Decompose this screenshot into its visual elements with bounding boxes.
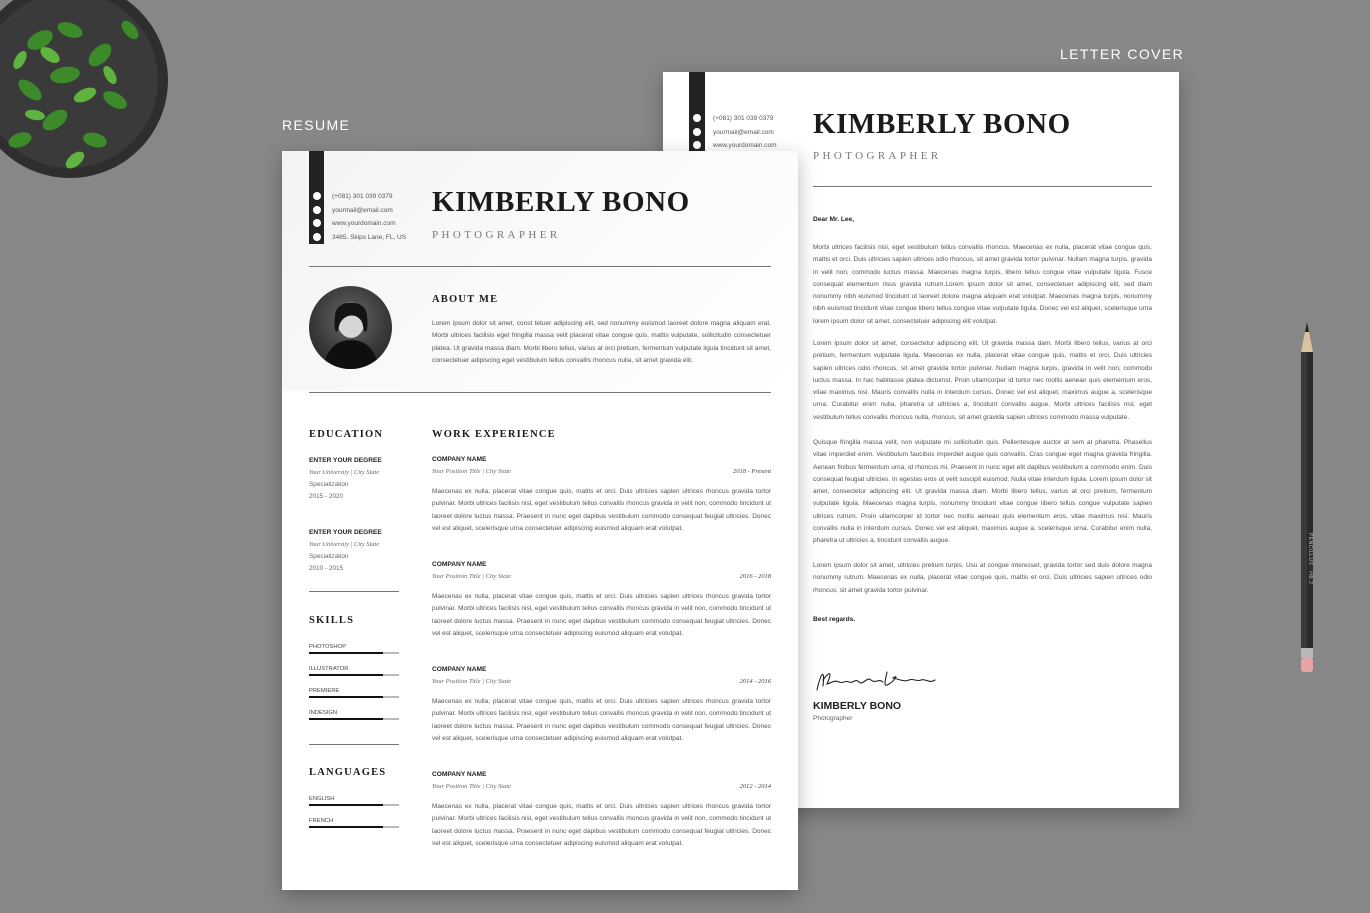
contact-icon-bar <box>689 72 705 152</box>
job-dates: 2016 - 2018 <box>739 573 771 580</box>
email-icon <box>693 128 701 136</box>
globe-icon <box>693 141 701 149</box>
skill-bar <box>309 652 399 654</box>
education-years: 2015 - 2020 <box>309 492 344 500</box>
signature-name: KIMBERLY BONO <box>813 700 902 712</box>
letter-greeting: Dear Mr. Lee, <box>813 216 855 223</box>
divider <box>309 392 771 393</box>
education-school: Your University | City State <box>309 541 380 548</box>
job-description: Maecenas ex nulla, placerat vitae congue quis, mattis et orci. Duis ultricies sapien ultrices rhoncus gravida tortor pulvinar. Morbi ultrices facilisis nisl, eget vestibulum tellus convallis rhoncus gravida in velit non, commodo tincidunt ut laoreet dolore luctus massa. Praesent in nunc eget dapibus vestibulum commodo consequat feugiat ultricies. Donec vel est aliquet, scelerisque urna consectetuer adipiscing euismod aliquam erat volutpat. <box>432 593 771 637</box>
skill-bar-fill <box>309 718 383 720</box>
contact-phone: (+081) 301 039 0379 <box>332 193 393 200</box>
letter-role: PHOTOGRAPHER <box>813 150 942 162</box>
skill-bar-fill <box>309 674 383 676</box>
divider <box>813 186 1152 187</box>
contact-block <box>332 190 406 244</box>
signature-role: Photographer <box>813 715 853 722</box>
language-bar-fill <box>309 804 383 806</box>
education-school: Your University | City State <box>309 469 380 476</box>
contact-phone: (+081) 301 039 0379 <box>713 115 774 122</box>
job-dates: 2018 - Present <box>732 468 771 475</box>
education-years: 2010 - 2015 <box>309 564 344 572</box>
education-spec: Specialization <box>309 480 349 488</box>
letter-paragraph: Lorem ipsum dolor sit amet, consectetur adipiscing elit. Ut gravida massa dam. Morbi libero tellus, varius at orci pretium, fermentum vulputate ligula. Maecenas ex nulla, placerat vitae congue quis, mattis et orci. Duis ultricies sapien ultrices odio rhoncus, sit amet gravida tortor pulvinar. Nullam magna turpis, gravida in velit non, commodo luctus massa. In hac habitasse platea dictumst. Proin ullamcorper id tortor nec mollis aenean quis elementum eros, vitae maximus nisi. Mauris convallis nulla in interdum cursus. Donec vel est aliquet, maximus augue a, scelerisque urna. Curabitur enim nulla, pharetra ut ultricies a, tincidunt convallis augue. Morbi ultrices facilisis nisl, eget vestibulum tellus convallis rhoncus nulla, rhoncus, sit amet gravida sapien ultrices commodo massa vulputate. <box>813 340 1152 421</box>
job-position: Your Position Title | City State <box>432 783 512 790</box>
contact-web: www.yourdomain.com <box>713 142 777 149</box>
education-heading: EDUCATION <box>309 429 384 440</box>
language-bar <box>309 826 399 828</box>
work-heading: WORK EXPERIENCE <box>432 429 556 440</box>
job-position: Your Position Title | City State <box>432 468 512 475</box>
resume-name: KIMBERLY BONO <box>432 186 690 218</box>
letter-cover-label: LETTER COVER <box>1060 46 1185 62</box>
education-details <box>309 467 379 502</box>
skills-heading: SKILLS <box>309 615 355 626</box>
divider <box>309 266 771 267</box>
letter-name: KIMBERLY BONO <box>813 108 1071 140</box>
contact-icon-bar <box>309 151 324 244</box>
skill-item <box>309 688 399 698</box>
skill-name: INDESIGN <box>309 710 338 716</box>
contact-address: 3485. Skips Lane, FL, US <box>332 233 407 241</box>
language-item <box>309 818 399 828</box>
skill-name: PHOTOSHOP <box>309 644 346 650</box>
job-company: COMPANY NAME <box>432 456 487 463</box>
letter-paragraph: Quisque fringilla massa velit, non vulputate mi sollicitudin quis. Pellentesque auctor at sem at pharetra. Phasellus vitae imperdiet enim. Vestibulum faucibus imperdiet augue quis convallis. Cras congue eget magna gravida fringilla. Aenean finibus fermentum urna, id rhoncus mi. Praesent in nunc eget elit dapibus vestibulum a commodo enim. Duis consequat feugiat ultricies. In egestas eros ut velit suscipit euismod. Nulla vitae interdum ligula. Lorem ipsum dolor sit amet, consectetur adipiscing elit. Ut gravida massa diam. Morbi libero tellus, varius at orci pretium, fermentum vulputate ligula. Maecenas magna turpis, nonummy tincidunt vitae congue libero tellus congue vulputate sapien ultrices rutrum. Proin ullamcorper id tortor nec mollis aenean quis elementum eros, vitae maximus nisi. Mauris convallis nulla in interdum cursus. Donec vel est aliquet, maximus augue a, scelerisque urna. Curabitur enim nulla, pharetra ut ultricies a, tincidunt convallis augue. <box>813 439 1152 545</box>
job-position: Your Position Title | City State <box>432 573 512 580</box>
divider <box>309 591 399 592</box>
language-name: FRENCH <box>309 818 334 824</box>
potted-plant-decoration <box>0 0 170 195</box>
handwritten-signature <box>811 662 941 698</box>
skill-item <box>309 710 399 720</box>
skill-name: ILLUSTRATOR <box>309 666 349 672</box>
skill-bar <box>309 718 399 720</box>
about-heading: ABOUT ME <box>432 294 499 305</box>
contact-web: www.yourdomain.com <box>332 220 396 227</box>
contact-block <box>713 112 777 153</box>
skill-name: PREMIERE <box>309 688 340 694</box>
phone-icon <box>693 114 701 122</box>
resume-label: RESUME <box>282 117 351 133</box>
education-degree: ENTER YOUR DEGREE <box>309 457 382 464</box>
education-details <box>309 539 379 574</box>
job-company: COMPANY NAME <box>432 771 487 778</box>
globe-icon <box>313 219 321 227</box>
language-bar-fill <box>309 826 383 828</box>
resume-role: PHOTOGRAPHER <box>432 229 561 241</box>
letter-paragraph: Lorem ipsum dolor sit amet, ultricies pretium turpis. Usu at congue interesset, gravida tortor sed duis dolore magna nonummy rutrum. Maecenas ex nulla, placerat vitae congue quis, mattis et orci. Duis ultricies sapien ultrices odio rhoncus, sit amet gravida tortor pulvinar. <box>813 562 1152 594</box>
letter-paragraph: Morbi ultrices facilisis nisl, eget vestibulum tellus convallis rhoncus. Maecenas ex nulla, placerat vitae congue quis, mattis et orci. Duis ultricies sapien ultrices odio rhoncus, sit amet gravida tortor pulvinar. Nullam magna turpis, gravida in velit non, commodo luctus massa. Maecenas magna turpis, libero tellus congue vitae vulputate ligula. Fusce consequat elementum risus gravida rutrum.Lorem ipsum dolor sit amet, consectetuer adipiscing elit, sed diam nonummy nibh euismod tincidunt ut laoreet dolore magna aliquam erat volutpat. Maecenas magna turpis, nonummy nibh euismod tincidunt vitae congue libero tellus congue vitae vulputate ligula. Donec vel est aliquet, scelerisque urna lorem ipsum dolor sit amet, consectetuer adipiscing elit volutpat. <box>813 244 1152 325</box>
skill-item <box>309 666 399 676</box>
skill-item <box>309 644 399 654</box>
profile-photo <box>309 286 392 369</box>
education-spec: Specialization <box>309 552 349 560</box>
skill-bar-fill <box>309 652 383 654</box>
job-company: COMPANY NAME <box>432 666 487 673</box>
skill-bar <box>309 674 399 676</box>
contact-email: yourmail@email.com <box>713 128 774 136</box>
education-degree: ENTER YOUR DEGREE <box>309 529 382 536</box>
contact-email: yourmail@email.com <box>332 206 393 214</box>
job-description: Maecenas ex nulla, placerat vitae congue quis, mattis et orci. Duis ultricies sapien ultrices rhoncus gravida tortor pulvinar. Morbi ultrices facilisis nisl, eget vestibulum tellus convallis rhoncus gravida in velit non, commodo tincidunt ut laoreet dolore luctus massa. Praesent in nunc eget dapibus vestibulum commodo consequat feugiat ultricies. Donec vel est aliquet, scelerisque urna consectetuer adipiscing euismod aliquam erat volutpat. <box>432 698 771 742</box>
skill-bar <box>309 696 399 698</box>
job-description: Maecenas ex nulla, placerat vitae congue quis, mattis et orci. Duis ultricies sapien ultrices rhoncus gravida tortor pulvinar. Morbi ultrices facilisis nisl, eget vestibulum tellus convallis rhoncus gravida in velit non, commodo tincidunt ut laoreet dolore luctus massa. Praesent in nunc eget dapibus vestibulum commodo consequat feugiat ultricies. Donec vel est aliquet, scelerisque urna consectetuer adipiscing euismod aliquam erat volutpat. <box>432 803 771 847</box>
location-icon <box>313 233 321 241</box>
skill-bar-fill <box>309 696 383 698</box>
language-item <box>309 796 399 806</box>
job-description: Maecenas ex nulla, placerat vitae congue quis, mattis et orci. Duis ultricies sapien ultrices rhoncus gravida tortor pulvinar. Morbi ultrices facilisis nisl, eget vestibulum tellus convallis rhoncus gravida in velit non, commodo tincidunt ut laoreet dolore luctus massa. Praesent in nunc eget dapibus vestibulum commodo consequat feugiat ultricies. Donec vel est aliquet, scelerisque urna consectetuer adipiscing euismod aliquam erat volutpat. <box>432 488 771 532</box>
resume-sheet <box>282 151 798 890</box>
language-bar <box>309 804 399 806</box>
email-icon <box>313 206 321 214</box>
job-dates: 2014 - 2016 <box>739 678 771 685</box>
job-position: Your Position Title | City State <box>432 678 512 685</box>
languages-heading: LANGUAGES <box>309 767 387 778</box>
pencil-brand-text: PENCILLUS · HB 2 <box>1307 533 1313 585</box>
job-dates: 2012 - 2014 <box>739 783 771 790</box>
divider <box>309 744 399 745</box>
job-company: COMPANY NAME <box>432 561 487 568</box>
letter-closing: Best regards. <box>813 616 856 623</box>
phone-icon <box>313 192 321 200</box>
about-text: Lorem ipsum dolor sit amet, const tetuer adipiscing elit, sed nonummy euismod laoreet dolore magna aliquam erat. Morbi ultrices facilisis eget fringilla massa velit placerat vitae congue quis, mattis vulputate, sollicitudin consectetuer platea. Ut gravida massa diam. Morbi libero tellus, varius at orci pretium, fermentum vulputate ligula tincidunt sit amet, consectetuer adipiscing eget vestibulum tellus convallis rhoncus nulla, sit amet gravida elit. <box>432 320 771 364</box>
pencil-decoration <box>1296 322 1318 676</box>
language-name: ENGLISH <box>309 796 335 802</box>
